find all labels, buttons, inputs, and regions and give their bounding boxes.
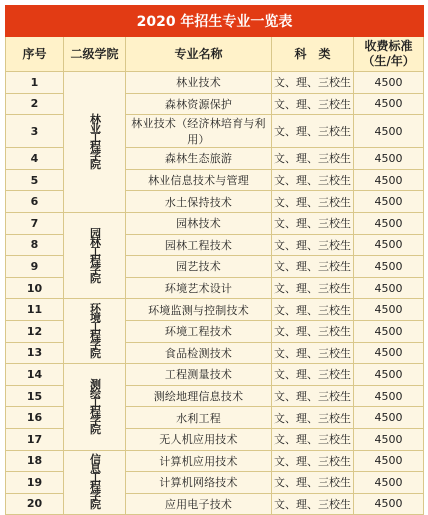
table-row [6,212,424,234]
row-index: 1 [6,72,64,94]
college-name: 测绘工程学院 [90,377,101,436]
major-name: 环境艺术设计 [126,277,272,299]
row-index: 2 [6,93,64,115]
row-index: 10 [6,277,64,299]
tuition-fee: 4500 [354,72,424,94]
table-row [6,364,424,386]
tuition-fee: 4500 [354,472,424,494]
major-name: 森林资源保护 [126,93,272,115]
major-name: 食品检测技术 [126,342,272,364]
major-name: 计算机应用技术 [126,450,272,472]
subject-type: 文、理、三校生 [272,148,354,170]
tuition-fee: 4500 [354,169,424,191]
subject-type: 文、理、三校生 [272,191,354,213]
subject-type: 文、理、三校生 [272,169,354,191]
subject-type: 文、理、三校生 [272,472,354,494]
tuition-fee: 4500 [354,320,424,342]
tuition-fee: 4500 [354,93,424,115]
college-cell [64,450,126,515]
college-cell [64,212,126,298]
header-row [6,37,424,72]
college-name: 林业工程学院 [90,112,101,171]
subject-type: 文、理、三校生 [272,493,354,515]
table-row [6,299,424,321]
row-index: 14 [6,364,64,386]
row-index: 7 [6,212,64,234]
subject-type: 文、理、三校生 [272,342,354,364]
subject-type: 文、理、三校生 [272,407,354,429]
row-index: 8 [6,234,64,256]
subject-type: 文、理、三校生 [272,450,354,472]
row-index: 9 [6,256,64,278]
college-cell [64,364,126,450]
subject-type: 文、理、三校生 [272,212,354,234]
tuition-fee: 4500 [354,364,424,386]
subject-type: 文、理、三校生 [272,277,354,299]
table-row [6,450,424,472]
row-index: 18 [6,450,64,472]
tuition-fee: 4500 [354,385,424,407]
major-name: 应用电子技术 [126,493,272,515]
subject-type: 文、理、三校生 [272,93,354,115]
row-index: 12 [6,320,64,342]
table-title: 2020 年招生专业一览表 [6,6,424,37]
tuition-fee: 4500 [354,407,424,429]
college-cell [64,72,126,213]
subject-type: 文、理、三校生 [272,320,354,342]
table-body [6,72,424,515]
row-index: 11 [6,299,64,321]
tuition-fee: 4500 [354,299,424,321]
major-name: 测绘地理信息技术 [126,385,272,407]
tuition-fee: 4500 [354,493,424,515]
row-index: 16 [6,407,64,429]
header-college: 二级学院 [64,37,126,72]
major-name: 园林技术 [126,212,272,234]
tuition-fee: 4500 [354,342,424,364]
major-name: 林业技术（经济林培育与利用） [126,115,272,148]
tuition-fee: 4500 [354,450,424,472]
major-name: 林业信息技术与管理 [126,169,272,191]
college-name: 信息工程学院 [90,453,101,512]
row-index: 6 [6,191,64,213]
major-name: 计算机网络技术 [126,472,272,494]
tuition-fee: 4500 [354,212,424,234]
row-index: 19 [6,472,64,494]
header-index: 序号 [6,37,64,72]
major-name: 水利工程 [126,407,272,429]
college-cell [64,299,126,364]
major-name: 园林工程技术 [126,234,272,256]
major-name: 工程测量技术 [126,364,272,386]
subject-type: 文、理、三校生 [272,256,354,278]
enrollment-table [5,5,424,515]
major-name: 无人机应用技术 [126,428,272,450]
subject-type: 文、理、三校生 [272,234,354,256]
header-fee: 收费标准（生/年） [354,37,424,72]
tuition-fee: 4500 [354,115,424,148]
subject-type: 文、理、三校生 [272,72,354,94]
header-major: 专业名称 [126,37,272,72]
major-name: 环境监测与控制技术 [126,299,272,321]
tuition-fee: 4500 [354,428,424,450]
table-row [6,72,424,94]
major-name: 环境工程技术 [126,320,272,342]
tuition-fee: 4500 [354,234,424,256]
subject-type: 文、理、三校生 [272,428,354,450]
major-name: 森林生态旅游 [126,148,272,170]
tuition-fee: 4500 [354,277,424,299]
subject-type: 文、理、三校生 [272,115,354,148]
row-index: 5 [6,169,64,191]
row-index: 3 [6,115,64,148]
header-subject: 科 类 [272,37,354,72]
college-name: 园林工程学院 [90,226,101,285]
row-index: 13 [6,342,64,364]
subject-type: 文、理、三校生 [272,364,354,386]
tuition-fee: 4500 [354,256,424,278]
row-index: 15 [6,385,64,407]
row-index: 4 [6,148,64,170]
row-index: 20 [6,493,64,515]
subject-type: 文、理、三校生 [272,299,354,321]
tuition-fee: 4500 [354,148,424,170]
major-name: 园艺技术 [126,256,272,278]
subject-type: 文、理、三校生 [272,385,354,407]
row-index: 17 [6,428,64,450]
major-name: 林业技术 [126,72,272,94]
college-name: 环境工程学院 [90,302,101,361]
tuition-fee: 4500 [354,191,424,213]
major-name: 水土保持技术 [126,191,272,213]
